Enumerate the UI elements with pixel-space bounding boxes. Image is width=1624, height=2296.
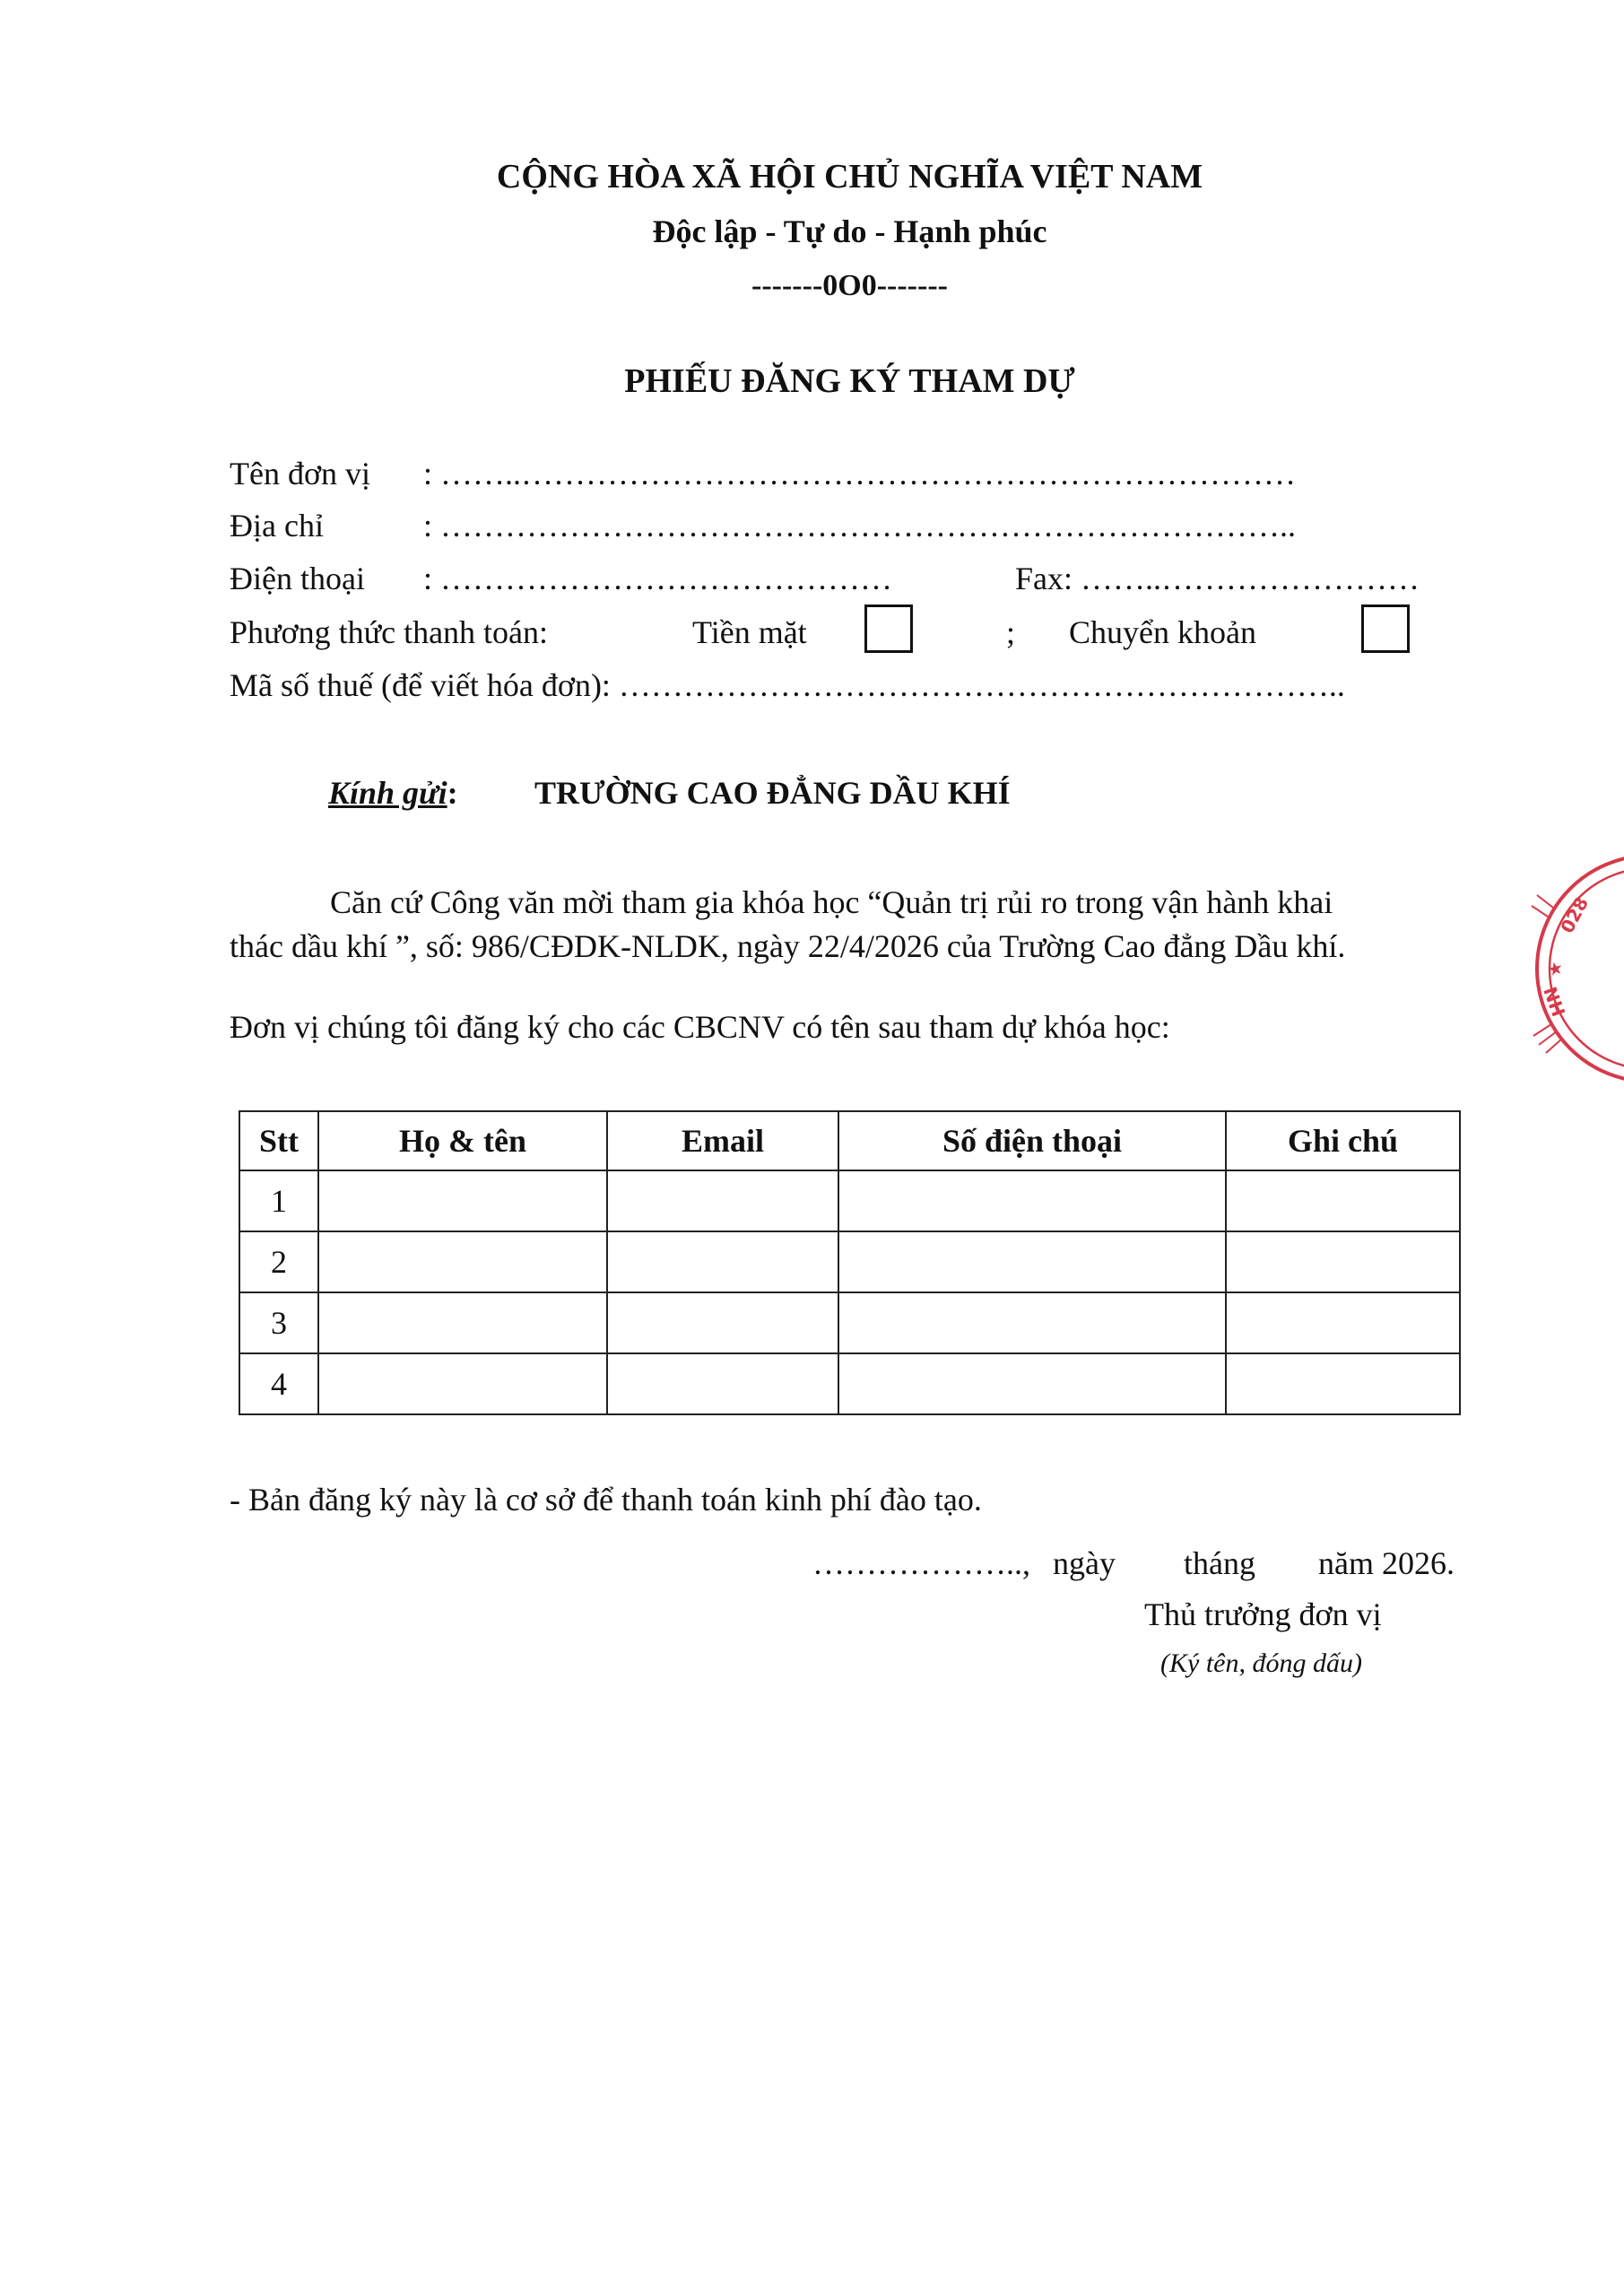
phone-field: : …………………………………… bbox=[423, 561, 893, 596]
cell-phone bbox=[838, 1353, 1226, 1414]
cell-email bbox=[607, 1231, 838, 1292]
address-field: : …………………………………………………………………….. bbox=[423, 508, 1297, 544]
table-row bbox=[239, 1353, 1460, 1414]
cell-name bbox=[318, 1231, 607, 1292]
form-title: PHIẾU ĐĂNG KÝ THAM DỰ bbox=[624, 362, 1075, 400]
phone-label: Điện thoại bbox=[230, 561, 365, 596]
table-row bbox=[239, 1231, 1460, 1292]
footer-note: - Bản đăng ký này là cơ sở để thanh toán kinh phí đào tạo. bbox=[230, 1482, 982, 1518]
cell-stt: 2 bbox=[239, 1231, 318, 1292]
fax-field: Fax: ……..…………………… bbox=[1015, 561, 1420, 596]
col-header-name: Họ & tên bbox=[318, 1111, 607, 1170]
col-header-phone: Số điện thoại bbox=[838, 1111, 1226, 1170]
recipient-line bbox=[328, 774, 458, 812]
motto: Độc lập - Tự do - Hạnh phúc bbox=[652, 213, 1047, 249]
cell-name bbox=[318, 1170, 607, 1231]
cash-label: Tiền mặt bbox=[692, 614, 807, 650]
cell-note bbox=[1226, 1353, 1460, 1414]
tax-code-field: Mã số thuế (để viết hóa đơn): ………………………………………………………….. bbox=[230, 667, 1345, 703]
date-month-label: tháng bbox=[1184, 1545, 1255, 1581]
table-row bbox=[239, 1292, 1460, 1353]
table-row bbox=[239, 1170, 1460, 1231]
cell-name bbox=[318, 1353, 607, 1414]
registration-table bbox=[239, 1110, 1461, 1415]
header-separator: -------0O0------- bbox=[751, 269, 948, 302]
date-dots: ……………….., bbox=[812, 1545, 1030, 1581]
col-header-note: Ghi chú bbox=[1226, 1111, 1460, 1170]
svg-text:028: 028 bbox=[1556, 893, 1594, 937]
payment-label: Phương thức thanh toán: bbox=[230, 614, 549, 650]
payment-separator: ; bbox=[1006, 614, 1016, 650]
unit-name-field: : ……..……………………………………………………………… bbox=[423, 456, 1297, 491]
paragraph-1-line-1: Căn cứ Công văn mời tham gia khóa học “Quản trị rủi ro trong vận hành khai bbox=[330, 884, 1333, 920]
cell-phone bbox=[838, 1170, 1226, 1231]
recipient-label: Kính gửi bbox=[328, 775, 447, 811]
address-label: Địa chỉ bbox=[230, 508, 324, 544]
cell-email bbox=[607, 1170, 838, 1231]
cell-note bbox=[1226, 1231, 1460, 1292]
col-header-stt: Stt bbox=[239, 1111, 318, 1170]
date-day-label: ngày bbox=[1053, 1545, 1116, 1581]
table-header-row bbox=[239, 1111, 1460, 1170]
cell-email bbox=[607, 1353, 838, 1414]
paragraph-1-line-2: thác dầu khí ”, số: 986/CĐDK-NLDK, ngày 22/4/2026 của Trường Cao đẳng Dầu khí. bbox=[230, 928, 1346, 964]
cell-note bbox=[1226, 1292, 1460, 1353]
svg-text:HN: HN bbox=[1539, 983, 1570, 1020]
cell-name bbox=[318, 1292, 607, 1353]
paragraph-2: Đơn vị chúng tôi đăng ký cho các CBCNV có tên sau tham dự khóa học: bbox=[230, 1009, 1170, 1045]
svg-text:★: ★ bbox=[1543, 960, 1567, 978]
signer-title: Thủ trưởng đơn vị bbox=[1144, 1596, 1382, 1632]
cell-stt: 4 bbox=[239, 1353, 318, 1414]
col-header-email: Email bbox=[607, 1111, 838, 1170]
official-stamp bbox=[1515, 852, 1624, 1085]
cell-phone bbox=[838, 1292, 1226, 1353]
cell-stt: 3 bbox=[239, 1292, 318, 1353]
recipient-colon: : bbox=[447, 775, 458, 811]
cash-checkbox bbox=[864, 604, 913, 653]
cell-note bbox=[1226, 1170, 1460, 1231]
cell-phone bbox=[838, 1231, 1226, 1292]
transfer-label: Chuyển khoản bbox=[1069, 614, 1256, 650]
transfer-checkbox bbox=[1361, 604, 1410, 653]
cell-stt: 1 bbox=[239, 1170, 318, 1231]
date-year-label: năm 2026. bbox=[1318, 1545, 1455, 1581]
cell-email bbox=[607, 1292, 838, 1353]
signer-note: (Ký tên, đóng dấu) bbox=[1160, 1648, 1362, 1678]
unit-name-label: Tên đơn vị bbox=[230, 456, 371, 491]
nation-title: CỘNG HÒA XÃ HỘI CHỦ NGHĨA VIỆT NAM bbox=[496, 158, 1203, 196]
recipient-name: TRƯỜNG CAO ĐẲNG DẦU KHÍ bbox=[534, 775, 1011, 811]
